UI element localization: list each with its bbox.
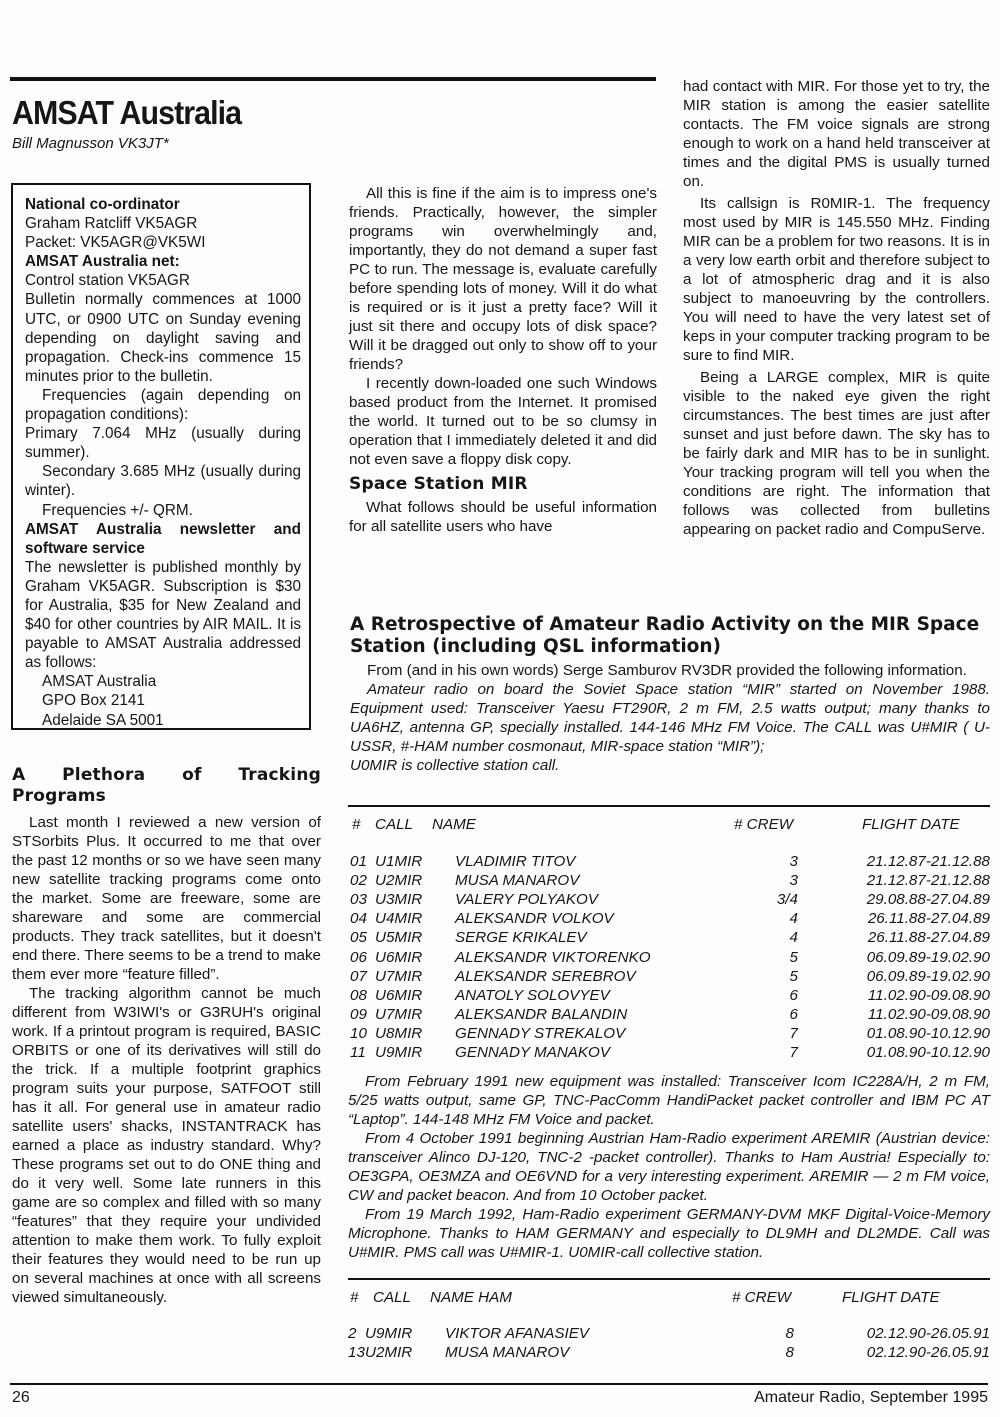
table-cell: 4 <box>789 910 798 928</box>
table-header-cell: # CREW <box>732 1289 792 1306</box>
table-row <box>350 852 990 871</box>
table-cell: 05 <box>350 929 367 947</box>
table-cell: ALEKSANDR SEREBROV <box>455 967 636 985</box>
table-row <box>348 1343 990 1362</box>
tracking-heading: A Plethora of Tracking Programs <box>12 765 321 806</box>
info-box-line: Packet: VK5AGR@VK5WI <box>25 234 206 252</box>
page-number: 26 <box>12 1389 30 1406</box>
table-row <box>348 1324 990 1343</box>
info-box-line: AMSAT Australia net: <box>25 253 180 271</box>
table-cell: U7MIR <box>375 1005 423 1023</box>
table-cell: MUSA MANAROV <box>445 1344 570 1362</box>
info-box-line: Adelaide SA 5001 <box>42 711 164 729</box>
retrospective-later-block <box>348 1072 990 1262</box>
table-cell: 8 <box>785 1344 794 1362</box>
info-box-line: The newsletter is published monthly by Graham VK5AGR. Subscription is $30 for Australia, $35 for New Zealand and $40 for other countries by AIR MAIL. It is payable to AMSAT Australia addressed as follows: <box>25 558 301 672</box>
table-cell: 08 <box>350 986 367 1004</box>
retro-intro: From (and in his own words) Serge Samburov RV3DR provided the following information. <box>367 662 967 679</box>
table-cell: 6 <box>789 1005 798 1023</box>
middle-paragraph: I recently down-loaded one such Windows based product from the Internet. It promised the world. It turned out to be so clumsy in operation that I immediately deleted it and did not even save a floppy disk copy. <box>349 375 657 468</box>
table-header-cell: NAME HAM <box>430 1289 512 1306</box>
crew-table-2 <box>348 1279 990 1364</box>
table-cell: 6 <box>789 986 798 1004</box>
table-cell: U2MIR <box>365 1344 413 1362</box>
table-cell: ANATOLY SOLOVYEV <box>455 986 610 1004</box>
table-rule <box>348 1278 990 1280</box>
table-row <box>350 1024 990 1043</box>
table-cell: 11.02.90-09.08.90 <box>867 986 990 1004</box>
table-row <box>350 890 990 909</box>
table-cell: U1MIR <box>375 853 423 870</box>
table-cell: 21.12.87-21.12.88 <box>866 853 990 870</box>
info-box-line: Graham Ratcliff VK5AGR <box>25 215 198 233</box>
table-cell: 2 <box>348 1325 357 1342</box>
table-cell: 7 <box>789 1044 798 1061</box>
table-cell: U6MIR <box>375 948 423 966</box>
table-cell: 02.12.90-26.05.91 <box>866 1325 990 1342</box>
info-box-line: Frequencies +/- QRM. <box>42 501 193 519</box>
footer-rule <box>10 1383 988 1385</box>
right-column <box>683 77 990 539</box>
middle-column <box>349 184 657 536</box>
table-cell: 10 <box>350 1024 367 1042</box>
table-cell: 3 <box>789 853 798 870</box>
right-paragraph: Its callsign is R0MIR-1. The frequency most used by MIR is 145.550 MHz. Finding MIR can be a problem for two reasons. It is in a very low earth orbit and therefore subject to a lot of atmospheric drag and it is also subject to manoeuvring by the controllers. You will need to have the very latest set of keps in your computer tracking program to be sure to find MIR. <box>683 195 990 364</box>
table-cell: 11.02.90-09.08.90 <box>867 1005 990 1023</box>
table-rule <box>348 805 990 807</box>
table-cell: 8 <box>785 1325 794 1342</box>
right-paragraph: Being a LARGE complex, MIR is quite visible to the naked eye given the right circumstances. The best times are just after sunset and just before dawn. The sky has to be fairly dark and MIR has to be in sunlight. Your tracking program will tell you when the conditions are right. The information that follows was collected from bulletins appearing on packet radio and CompuServe. <box>683 369 990 538</box>
tracking-section <box>12 765 321 1307</box>
table-cell: 3/4 <box>776 891 798 909</box>
table-cell: VIKTOR AFANASIEV <box>445 1325 590 1342</box>
table-header-cell: # CREW <box>734 816 794 833</box>
info-box-line: Frequencies (again depending on propagation conditions): <box>25 386 301 424</box>
retro-1991-paragraph: From February 1991 new equipment was installed: Transceiver Icom IC228A/H, 2 m FM, 5/25 watts output, same GP, TNC-PacComm HandiPacket packet controller and IBM PC AT “Laptop”. 144-148 MHz FM Voice and packet. <box>348 1073 990 1128</box>
table-cell: ALEKSANDR VOLKOV <box>455 910 614 928</box>
table-row <box>350 871 990 890</box>
table-cell: VLADIMIR TITOV <box>455 853 576 870</box>
mir-heading: Space Station MIR <box>349 474 528 494</box>
table-cell: MUSA MANAROV <box>455 872 580 890</box>
table-header-cell: FLIGHT DATE <box>862 816 960 833</box>
info-box <box>11 183 311 730</box>
table-cell: 01.08.90-10.12.90 <box>866 1024 990 1042</box>
table-cell: ALEKSANDR VIKTORENKO <box>455 948 651 966</box>
table-cell: 06 <box>350 948 367 966</box>
table-row <box>350 909 990 928</box>
table-row <box>350 1043 990 1062</box>
right-paragraph: had contact with MIR. For those yet to try, the MIR station is among the easier satellite contacts. The FM voice signals are strong enough to work on a hand held transceiver at times and the digital PMS is usually turned on. <box>683 78 990 190</box>
table-header-row <box>348 1288 990 1307</box>
table-cell: VALERY POLYAKOV <box>455 891 598 909</box>
table-cell: U8MIR <box>375 1024 423 1042</box>
table-cell: 02 <box>350 872 367 890</box>
tracking-paragraph: Last month I reviewed a new version of STSorbits Plus. It occurred to me that over the past 12 months or so we have seen many new satellite tracking programs come onto the market. Some are freeware, some are shareware and some are commercial products. They track satellites, but it doesn't end there. There seems to be a trend to make them ever more “feature filled”. <box>12 814 321 983</box>
table-cell: U9MIR <box>375 1044 423 1061</box>
table-cell: 13 <box>348 1344 365 1362</box>
table-header-row <box>350 815 990 834</box>
tracking-paragraph: The tracking algorithm cannot be much different from W3IWI's or G3RUH's original work. If a printout program is required, BASIC ORBITS or one of its derivatives will still do the trick. If a multiple footprint graphics program suits your purpose, SATFOOT still has it all. For general use in amateur radio satellite users' shacks, INSTANTRACK has earned a place as industry standard. Why? These programs set out to do ONE thing and do it very well. Some late runners in this game are so complex and filled with so many “features” that they require your undivided attention to make them work. To fully exploit their features they would need to be run up on several machines at once with all screens viewed simultaneously. <box>12 985 321 1306</box>
article-title: AMSAT Australia <box>12 94 242 131</box>
info-box-line: Secondary 3.685 MHz (usually during winter). <box>25 463 301 500</box>
table-cell: U6MIR <box>375 986 423 1004</box>
info-box-line: AMSAT Australia newsletter and software service <box>25 520 301 557</box>
table-row <box>350 928 990 947</box>
table-cell: 21.12.87-21.12.88 <box>866 872 990 890</box>
info-box-line: Primary 7.064 MHz (usually during summer). <box>25 425 301 462</box>
table-cell: U9MIR <box>365 1325 413 1342</box>
table-cell: 03 <box>350 891 367 909</box>
table-cell: U7MIR <box>375 967 423 985</box>
info-box-line: National co-ordinator <box>25 196 180 213</box>
table-cell: U2MIR <box>375 872 423 890</box>
table-cell: 09 <box>350 1005 367 1023</box>
middle-paragraph: All this is fine if the aim is to impress one's friends. Practically, however, the simpler programs win overwhelmingly and, importantly, they do not demand a super fast PC to run. The message is, evaluate carefully before spending lots of money. Will it do what is required or is it just a pretty face? Will it just sit there and occupy lots of disk space? Will it be dragged out only to show off to your friends? <box>349 185 657 373</box>
table-cell: 07 <box>350 967 367 985</box>
table-cell: 5 <box>789 967 798 985</box>
info-box-line: AMSAT Australia <box>42 673 157 691</box>
table-header-cell: NAME <box>432 816 476 833</box>
table-cell: 4 <box>789 929 798 947</box>
info-box-line: GPO Box 2141 <box>42 692 145 710</box>
mir-paragraph: What follows should be useful information for all satellite users who have <box>349 499 657 535</box>
table-cell: SERGE KRIKALEV <box>455 929 587 947</box>
table-cell: 5 <box>789 948 798 966</box>
table-cell: GENNADY MANAKOV <box>455 1044 611 1061</box>
table-header-cell: CALL <box>375 816 413 833</box>
table-cell: U5MIR <box>375 929 423 947</box>
retrospective-heading: A Retrospective of Amateur Radio Activity on the MIR Space Station (including QSL information) <box>350 614 980 657</box>
table-cell: 29.08.88-27.04.89 <box>866 891 990 909</box>
table-header-cell: FLIGHT DATE <box>842 1289 940 1306</box>
table-cell: 7 <box>789 1024 798 1042</box>
crew-table-1 <box>350 806 990 1068</box>
retro-italic-line: U0MIR is collective station call. <box>350 757 560 774</box>
table-row <box>350 967 990 986</box>
retrospective-intro-block <box>350 661 990 775</box>
retro-italic-paragraph: Amateur radio on board the Soviet Space station “MIR” started on November 1988. Equipment used: Transceiver Yaesu FT290R, 2 m FM, 2.5 watts output; many thanks to UA6HZ, antenna GP, specially installed. 144-146 MHz FM Voice. The CALL was U#MIR ( U-USSR, #-HAM number cosmonaut, MIR-space station “MIR”); <box>350 681 990 755</box>
table-cell: U4MIR <box>375 910 423 928</box>
table-cell: 04 <box>350 910 367 928</box>
table-cell: 26.11.88-27.04.89 <box>867 910 990 928</box>
table-cell: 02.12.90-26.05.91 <box>866 1344 990 1362</box>
table-cell: GENNADY STREKALOV <box>455 1024 626 1042</box>
table-row <box>350 948 990 967</box>
table-row <box>350 986 990 1005</box>
info-box-line: Control station VK5AGR <box>25 272 190 290</box>
table-cell: 06.09.89-19.02.90 <box>866 967 990 985</box>
article-byline: Bill Magnusson VK3JT* <box>12 135 169 152</box>
table-cell: 01.08.90-10.12.90 <box>866 1044 990 1061</box>
table-header-cell: CALL <box>373 1289 411 1306</box>
table-cell: 26.11.88-27.04.89 <box>867 929 990 947</box>
table-cell: 01 <box>350 853 367 870</box>
table-cell: ALEKSANDR BALANDIN <box>455 1005 628 1023</box>
info-box-line: Bulletin normally commences at 1000 UTC, or 0900 UTC on Sunday evening depending on daylight saving and propagation. Check-ins commence 15 minutes prior to the bulletin. <box>25 291 301 385</box>
table-row <box>350 1005 990 1024</box>
retro-aremir-paragraph: From 4 October 1991 beginning Austrian Ham-Radio experiment AREMIR (Austrian device: transceiver Alinco DJ-120, TNC-2 -packet controller). Thanks to Ham Austria! Especially to: OE3GPA, OE3MZA and OE6VND for a very interesting experiment. AREMIR — 2 m FM voice, CW and packet beacon. And from 10 October packet. <box>348 1130 990 1204</box>
top-rule <box>10 77 656 81</box>
table-header-cell: # <box>350 1289 359 1306</box>
table-cell: 3 <box>789 872 798 890</box>
table-cell: 06.09.89-19.02.90 <box>866 948 990 966</box>
table-cell: 11 <box>350 1044 366 1061</box>
table-cell: U3MIR <box>375 891 423 909</box>
table-header-cell: # <box>352 816 361 833</box>
publication-info: Amateur Radio, September 1995 <box>754 1389 988 1406</box>
retro-1992-paragraph: From 19 March 1992, Ham-Radio experiment GERMANY-DVM MKF Digital-Voice-Memory Microphone. Thanks to HAM GERMANY and especially to DL9MH and DL2MDE. Call was U#MIR. PMS call was U#MIR-1. U0MIR-call collective station. <box>348 1206 990 1261</box>
